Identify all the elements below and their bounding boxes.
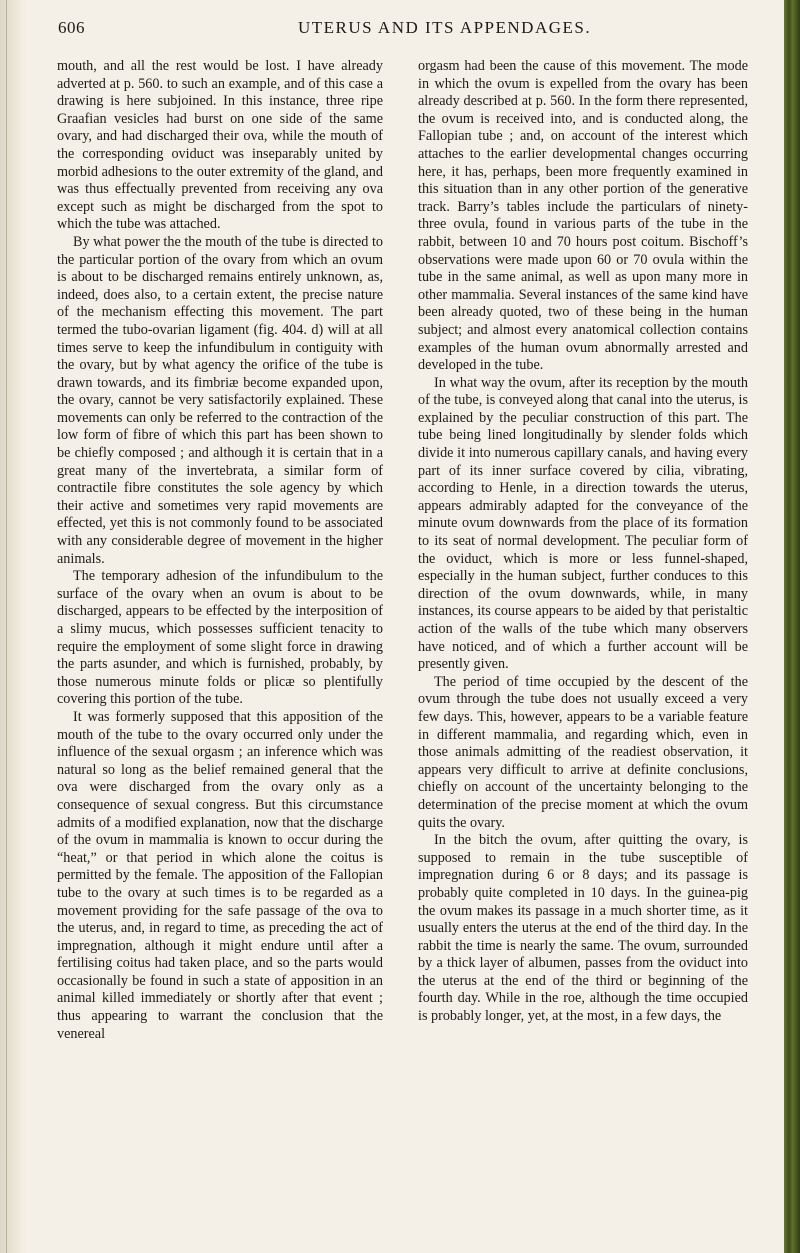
- right-column: [418, 58, 748, 1026]
- paragraph: The temporary adhesion of the infundibulum to the surface of the ovary when an ovum is about to be discharged, appears to be effected by the interposition of a slimy mucus, which possesses sufficient tenacity to require the employment of some slight force in drawing the parts asunder, and which is furnished, probably, by those numerous minute folds or plicæ so plentifully covering this portion of the tube.: [57, 568, 383, 708]
- paragraph: orgasm had been the cause of this movement. The mode in which the ovum is expelled from the ovary has been already described at p. 560. In the form there represented, the ovum is received into, and is conducted along, the Fallopian tube ; and, on account of the interest which attaches to the earlier developmental changes occurring here, it has, perhaps, been more frequently examined in this situation than in any other portion of the generative track. Barry’s tables include the particulars of ninety-three ovula, found in various parts of the tube in the rabbit, between 10 and 70 hours post coitum. Bischoff’s observations were made upon 60 or 70 ovula within the tube in the same animal, as well as upon many more in other mammalia. Several instances of the same kind have been already quoted, two of these being in the human subject; and almost every anatomical collection contains examples of the human ovum abnormally arrested and developed in the tube.: [418, 58, 748, 374]
- left-column: [57, 58, 383, 1043]
- page-gutter-shadow: [0, 0, 26, 1253]
- book-cover-edge: [784, 0, 800, 1253]
- paragraph: In what way the ovum, after its reception by the mouth of the tube, is conveyed along that canal into the uterus, is explained by the peculiar construction of this part. The tube being lined longitudinally by slender folds which divide it into numerous capillary canals, and having every part of its inner surface covered by cilia, vibrating, according to Henle, in a direction towards the uterus, appears admirably adapted for the conveyance of the minute ovum downwards from the place of its formation to its seat of normal development. The peculiar form of the oviduct, which is more or less funnel-shaped, especially in the human subject, further conduces to this direction of the ovum downwards, while, in many instances, its course appears to be aided by that peristaltic action of the walls of the tube which many observers have noticed, and of which a further account will be presently given.: [418, 374, 748, 673]
- running-head: UTERUS AND ITS APPENDAGES.: [298, 18, 592, 37]
- page-number: 606: [58, 18, 85, 37]
- paragraph: It was formerly supposed that this apposition of the mouth of the tube to the ovary occurred only under the influence of the sexual orgasm ; an inference which was natural so long as the belief remained general that the ova were discharged from the ovary only as a consequence of sexual congress. But this circumstance admits of a modified explanation, now that the discharge of the ovum in mammalia is known to occur during the “heat,” or that period in which alone the coitus is permitted by the female. The apposition of the Fallopian tube to the ovary at such times is to be regarded as a movement providing for the safe passage of the ova to the uterus, and, in regard to time, as preceding the act of impregnation, although it might endure until after a fertilising coitus had taken place, and so the parts would occasionally be found in such a state of apposition in an animal killed immediately or shortly after that event ; thus appearing to warrant the conclusion that the venereal: [57, 708, 383, 1042]
- gutter-line: [6, 0, 7, 1253]
- paragraph: mouth, and all the rest would be lost. I have already adverted at p. 560. to such an example, and of this case a drawing is here subjoined. In this instance, three ripe Graafian vesicles had burst on one side of the same ovary, and had discharged their ova, while the mouth of the corresponding oviduct was inseparably united by morbid adhesions to the outer extremity of the gland, and was thus effectually prevented from receiving any ova except such as might be discharged from the spot to which the tube was attached.: [57, 58, 383, 233]
- paragraph: By what power the the mouth of the tube is directed to the particular portion of the ovary from which an ovum is about to be discharged remains entirely unknown, as, indeed, does also, to a certain extent, the precise nature of the mechanism effecting this movement. The part termed the tubo-ovarian ligament (fig. 404. d) will at all times serve to keep the infundibulum in contiguity with the ovary, but by what agency the orifice of the tube is drawn towards, and its fimbriæ become expanded upon, the ovary, cannot be very satisfactorily explained. These movements can only be referred to the contraction of the low form of fibre of which this part has been shown to be chiefly composed ; and although it is certain that in a great many of the invertebrata, a similar form of contractile fibre constitutes the sole agency by which their active and sometimes very rapid movements are effected, yet this is not commonly found to be associated with any considerable degree of movement in the higher animals.: [57, 233, 383, 567]
- paragraph: The period of time occupied by the descent of the ovum through the tube does not usually exceed a very few days. This, however, appears to be a variable feature in different mammalia, and regarding which, even in those animals admitting of the readiest observation, it appears very difficult to arrive at definite conclusions, chiefly on account of the uncertainty belonging to the determination of the precise moment at which the ovum quits the ovary.: [418, 673, 748, 831]
- paragraph: In the bitch the ovum, after quitting the ovary, is supposed to remain in the tube susceptible of impregnation during 6 or 8 days; and its passage is probably quite completed in 10 days. In the guinea-pig the ovum makes its passage in a much shorter time, as it usually enters the uterus at the end of the third day. In the rabbit the time is nearly the same. The ovum, surrounded by a thick layer of albumen, passes from the oviduct into the uterus at the end of the third or beginning of the fourth day. While in the roe, although the time occupied is probably longer, yet, at the most, in a few days, the: [418, 832, 748, 1025]
- page-header: [58, 18, 758, 44]
